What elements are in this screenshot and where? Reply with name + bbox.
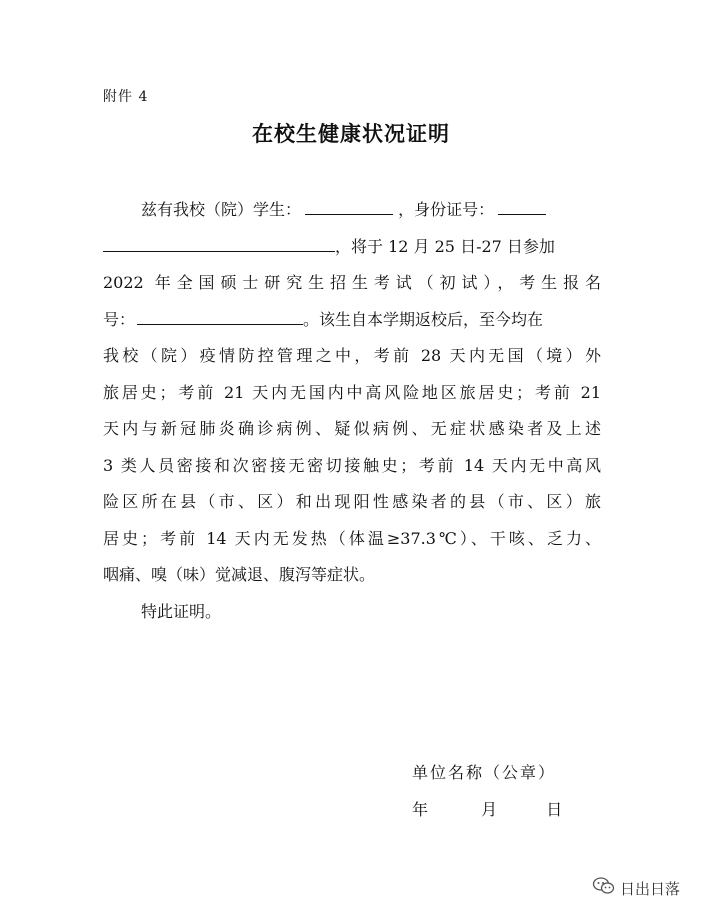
wechat-icon [592, 876, 616, 900]
certificate-body [103, 196, 601, 634]
watermark-text: 日出日落 [619, 879, 680, 898]
id-label: ，身份证号： [398, 200, 495, 219]
closing-line: 特此证明。 [141, 601, 222, 621]
date-line [412, 797, 564, 820]
page-title: 在校生健康状况证明 [252, 121, 450, 146]
body-line-6: 旅居史；考前 21 天内无国内中高风险地区旅居史；考前 21 [103, 382, 601, 402]
registration-label: 号： [103, 309, 136, 329]
day-label: 日 [546, 800, 565, 819]
body-line-5: 我校（院）疫情防控管理之中，考前 28 天内无国（境）外 [103, 346, 601, 365]
return-text: 。该生自本学期返校后，至今均在 [303, 309, 544, 329]
unit-name-seal: 单位名称（公章） [412, 763, 557, 782]
month-label: 月 [481, 800, 500, 819]
student-label: 兹有我校（院）学生： [141, 200, 302, 219]
registration-number-blank [137, 306, 303, 325]
body-line-3: 2022 年全国硕士研究生招生考试（初试），考生报名 [103, 273, 601, 292]
student-name-blank [305, 196, 393, 215]
body-line-8: 3 类人员密接和次密接无密切接触史；考前 14 天内无中高风 [103, 455, 601, 475]
watermark [592, 876, 680, 900]
exam-date-text: ，将于 12 月 25 日-27 日参加 [335, 236, 555, 256]
body-line-4 [103, 306, 601, 343]
body-line-2 [103, 233, 601, 270]
id-number-blank-2 [103, 233, 335, 252]
annex-label: 附件 4 [103, 89, 149, 105]
body-line-7: 天内与新冠肺炎确诊病例、疑似病例、无症状感染者及上述 [103, 419, 601, 438]
id-number-blank-1 [498, 196, 546, 215]
body-line-1 [103, 196, 601, 233]
body-line-11: 咽痛、嗅（味）觉减退、腹泻等症状。 [103, 565, 376, 584]
body-line-9: 险区所在县（市、区）和出现阳性感染者的县（市、区）旅 [103, 492, 601, 511]
year-label: 年 [412, 800, 431, 819]
body-line-10: 居史；考前 14 天内无发热（体温≥37.3℃）、干咳、乏力、 [103, 528, 601, 548]
